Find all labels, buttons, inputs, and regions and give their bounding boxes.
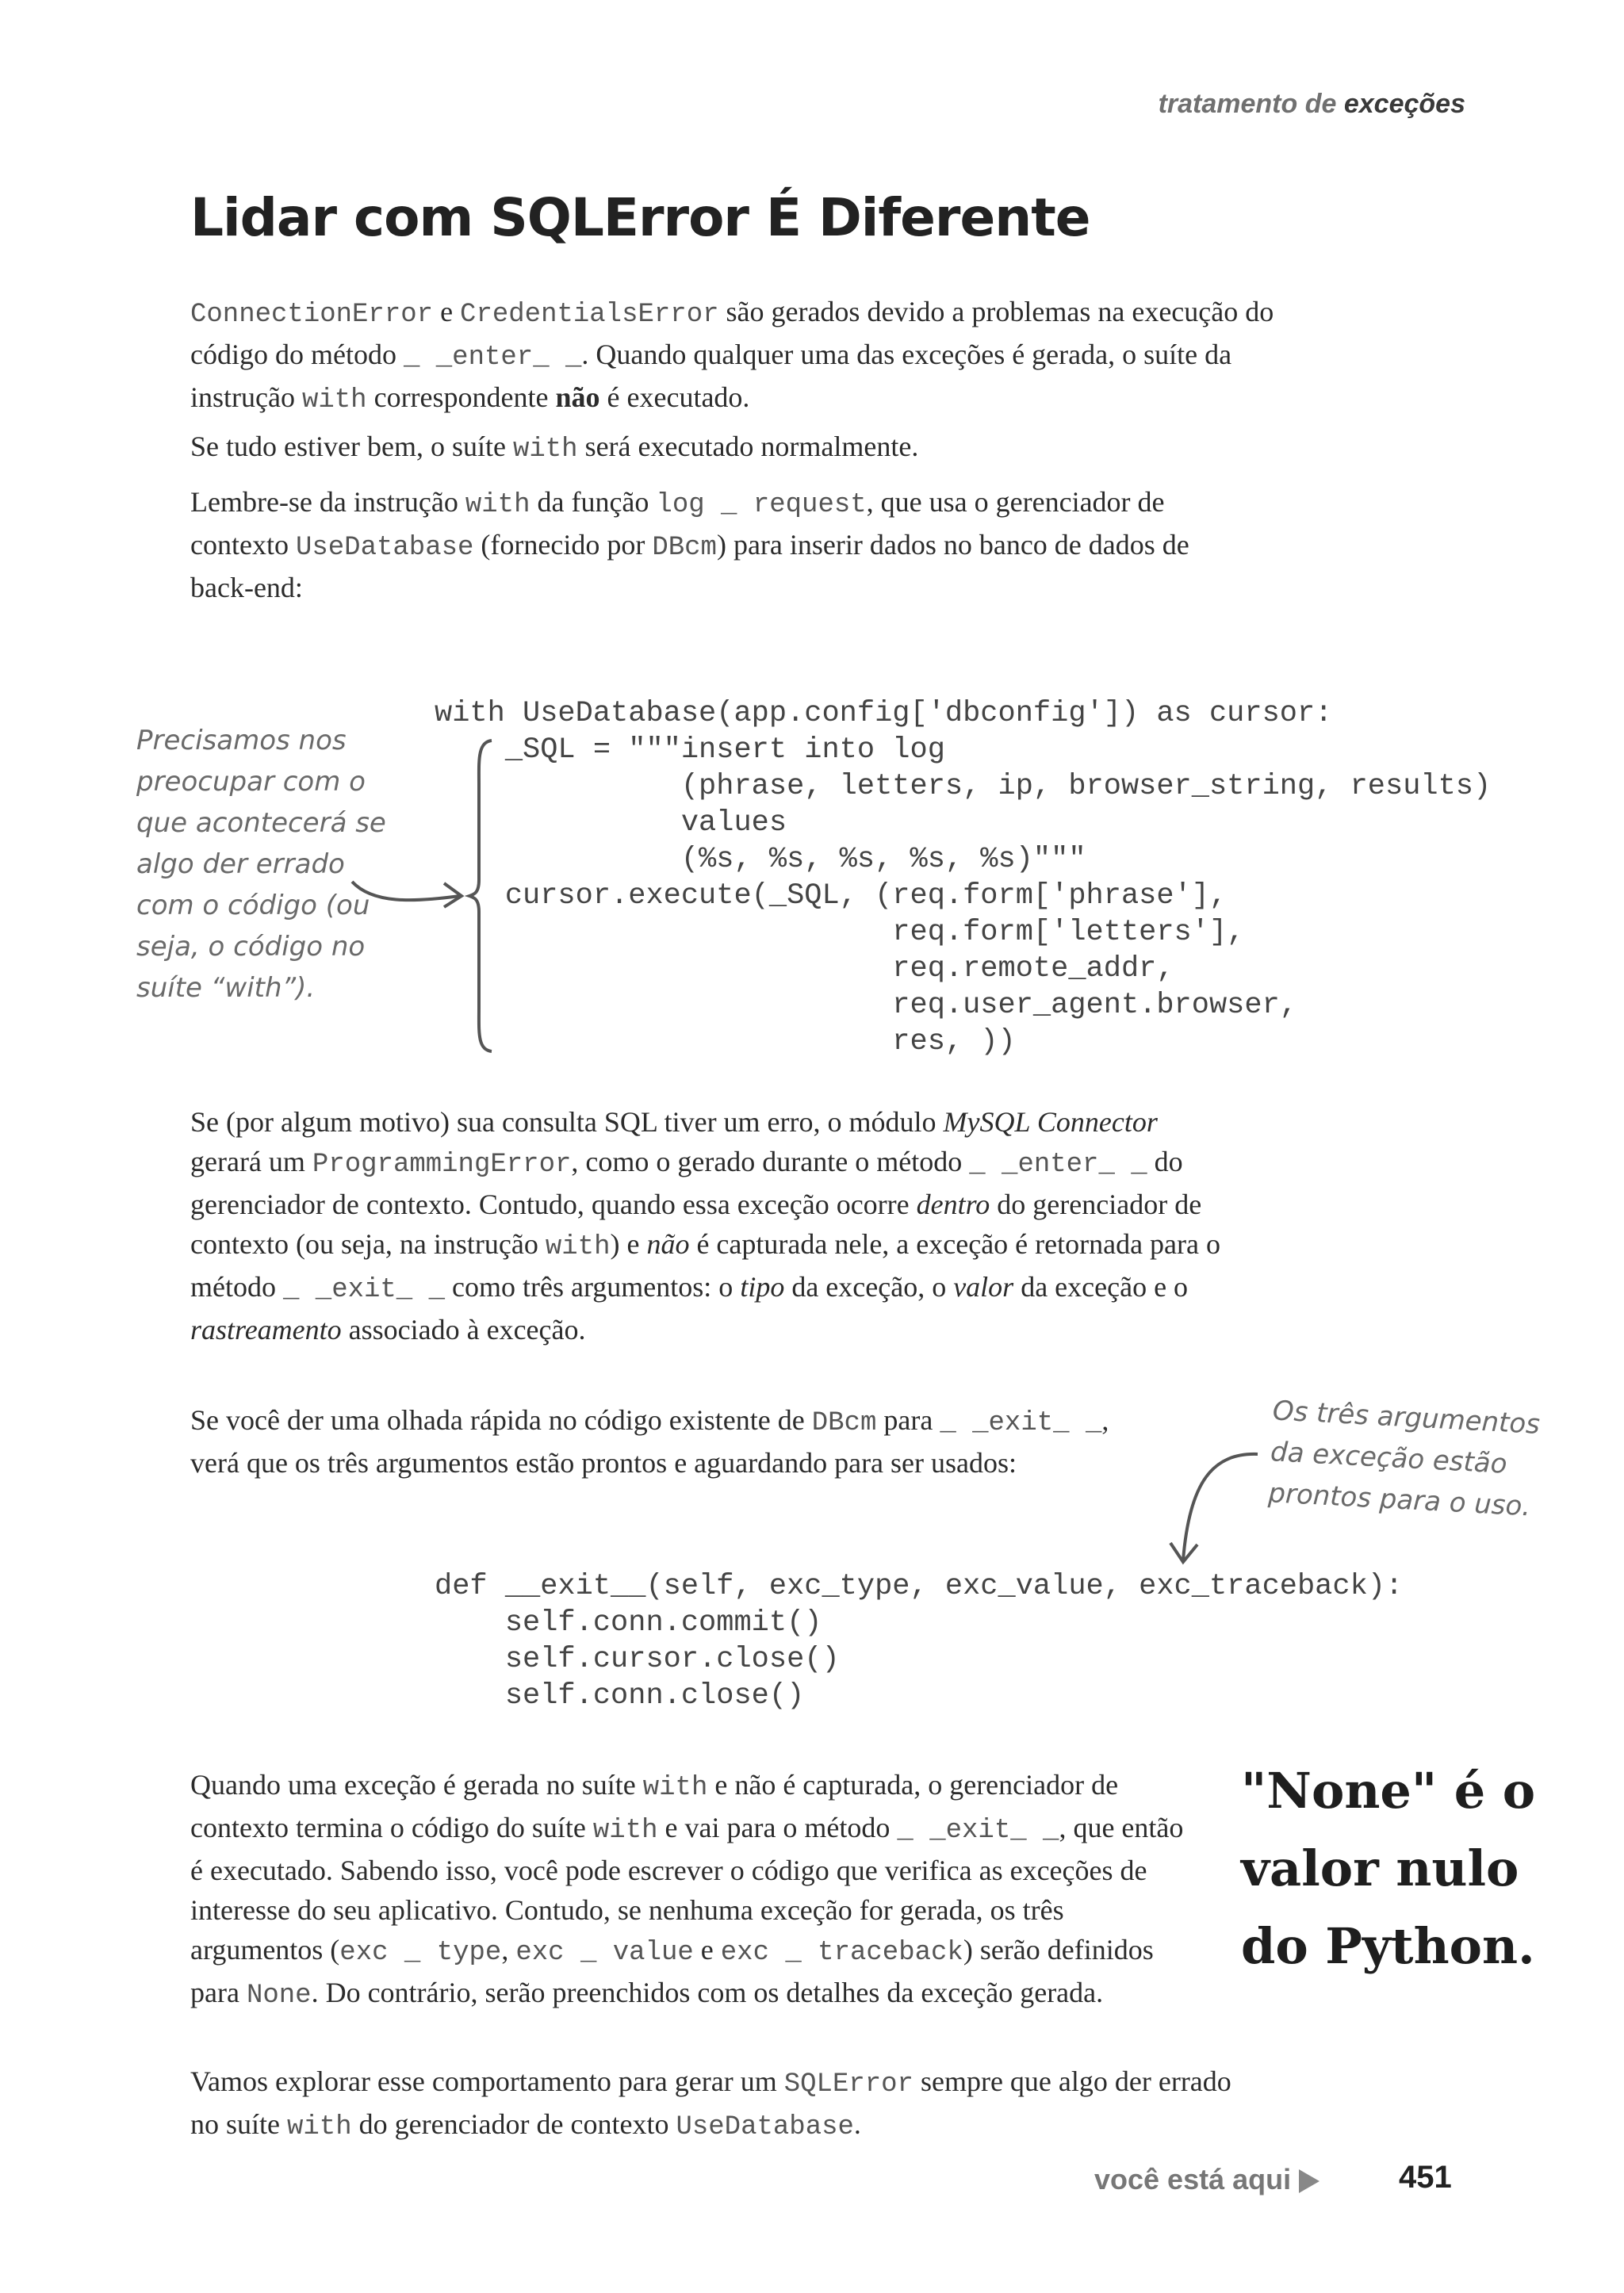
text: e: [693, 1934, 721, 1966]
page-number: 451: [1399, 2160, 1452, 2195]
text: ) para inserir dados no banco de dados de back-end:: [190, 529, 1189, 603]
italic-text: dentro: [916, 1189, 990, 1220]
code-inline: _ _exit_ _: [282, 1275, 446, 1305]
annotation-worry: Precisamos nos preocupar com o que acontecerá se algo der errado com o código (ou seja, o código no suíte “with”).: [136, 725, 386, 1004]
code-inline: with: [642, 1773, 708, 1803]
text: gerará um: [190, 1146, 312, 1177]
text: é capturada nele, a exceção é retornada para o método: [190, 1228, 1221, 1303]
header-emphasis: exceções: [1343, 89, 1465, 119]
header-section: tratamento de: [1158, 89, 1337, 119]
text: do gerenciador de contexto (ou seja, na instrução: [190, 1189, 1202, 1260]
text: , verá que os três argumentos estão prontos e aguardando para ser usados:: [190, 1404, 1109, 1479]
paragraph-exit-args: [190, 1400, 1126, 1483]
text: ,: [501, 1934, 516, 1966]
text: como três argumentos: o: [445, 1271, 741, 1303]
code-inline: with: [592, 1816, 658, 1846]
paragraph-log-request: [190, 482, 1237, 607]
text: associado à exceção.: [341, 1314, 586, 1346]
footer-you-are-here: [1094, 2163, 1320, 2196]
footer-label: você está aqui: [1094, 2163, 1292, 2195]
bold-text: não: [555, 381, 600, 413]
text: da exceção, o: [784, 1271, 954, 1303]
code-block-log-request: with UseDatabase(app.config['dbconfig']) as cursor: _SQL = """insert into log (phrase, letters, ip, browser_string, results) values (%s, %s, %s, %s, %s)""" cursor.execute(_SQL, (req.form['phrase'], req.form['letters'], req.remote_addr, req.user_agent.browser, res, )): [435, 697, 1492, 1058]
code-inline: with: [301, 385, 367, 415]
code-inline: ConnectionError: [190, 300, 434, 330]
code-inline: _ _enter_ _: [969, 1150, 1147, 1180]
italic-text: tipo: [740, 1271, 785, 1303]
code-inline: _ _exit_ _: [940, 1408, 1102, 1438]
text: será executado normalmente.: [577, 431, 919, 462]
text: são gerados devido a problemas na execução do código do método: [190, 296, 1274, 370]
italic-text: valor: [953, 1271, 1014, 1303]
text: sempre que algo der errado no suíte: [190, 2065, 1231, 2140]
code-inline: exc _ type: [339, 1938, 502, 1968]
code-inline: None: [246, 1981, 312, 2011]
text: Se você der uma olhada rápida no código existente de: [190, 1404, 812, 1436]
curly-brace-icon: [468, 737, 500, 1055]
running-header: [1159, 89, 1465, 120]
code-block-exit: def __exit__(self, exc_type, exc_value, exc_traceback): self.conn.commit() self.cursor.close() self.conn.close(): [435, 1570, 1404, 1713]
text: da exceção e o: [1013, 1271, 1189, 1303]
code-inline: _ _enter_ _: [403, 343, 582, 373]
text: . Do contrário, serão preenchidos com os detalhes da exceção gerada.: [311, 1977, 1104, 2008]
text: Se tudo estiver bem, o suíte: [190, 431, 513, 462]
text: .: [853, 2108, 861, 2140]
text: Quando uma exceção é gerada no suíte: [190, 1769, 643, 1801]
arrow-down-icon: [1166, 1449, 1261, 1568]
text: . Quando qualquer uma das exceções é gerada, o suíte da instrução: [190, 339, 1232, 413]
text: (fornecido por: [473, 529, 653, 561]
text: Se (por algum motivo) sua consulta SQL tiver um erro, o módulo: [190, 1106, 944, 1138]
code-inline: SQLError: [783, 2069, 914, 2100]
code-inline: CredentialsError: [460, 300, 719, 330]
text: para: [876, 1404, 940, 1436]
code-inline: UseDatabase: [295, 533, 474, 563]
text: , que usa o gerenciador de contexto: [190, 486, 1165, 561]
text: ) serão definidos para: [190, 1934, 1154, 2008]
code-inline: with: [545, 1232, 611, 1262]
text: e: [433, 296, 461, 327]
text: Lembre-se da instrução: [190, 486, 465, 518]
code-inline: _ _exit_ _: [897, 1816, 1059, 1846]
text: e não é capturada, o gerenciador de contexto termina o código do suíte: [190, 1769, 1119, 1843]
text: , como o gerado durante o método: [571, 1146, 970, 1177]
code-inline: log _ request: [656, 490, 867, 520]
code-inline: with: [512, 434, 578, 465]
text: Vamos explorar esse comportamento para gerar um: [190, 2065, 784, 2097]
triangle-right-icon: [1299, 2169, 1320, 2193]
paragraph-exit-behaviour: [190, 1765, 1197, 2015]
italic-text: não: [646, 1228, 690, 1260]
text: e vai para o método: [657, 1812, 898, 1843]
code-inline: DBcm: [811, 1408, 877, 1438]
code-inline: exc _ value: [515, 1938, 694, 1968]
page-title: Lidar com SQLError É Diferente: [190, 187, 1090, 248]
text: é executado.: [599, 381, 750, 413]
text: ) e: [610, 1228, 647, 1260]
code-inline: with: [465, 490, 530, 520]
paragraph-programming-error: [190, 1102, 1221, 1349]
arrow-right-icon: [349, 872, 468, 920]
text: correspondente: [366, 381, 556, 413]
text: , que então é executado. Sabendo isso, você pode escrever o código que verifica as exceções de interesse do seu aplicativo. Contudo, se nenhuma exceção for gerada, os três argumentos (: [190, 1812, 1184, 1966]
paragraph-errors-enter: [190, 292, 1285, 420]
text: do gerenciador de contexto: [351, 2108, 676, 2140]
paragraph-all-well: [190, 427, 1285, 469]
text: da função: [530, 486, 657, 518]
italic-text: rastreamento: [190, 1314, 342, 1346]
code-inline: UseDatabase: [676, 2112, 854, 2142]
code-inline: exc _ traceback: [720, 1938, 963, 1968]
code-inline: with: [287, 2112, 352, 2142]
code-inline: DBcm: [652, 533, 717, 563]
annotation-three-args: Os três argumentos da exceção estão prontos para o uso.: [1267, 1395, 1541, 1523]
paragraph-explore: [190, 2061, 1237, 2147]
annotation-none-null: "None" é o valor nulo do Python.: [1241, 1762, 1536, 1975]
italic-text: MySQL Connector: [943, 1106, 1158, 1138]
text: do gerenciador de contexto. Contudo, quando essa exceção ocorre: [190, 1146, 1183, 1220]
code-inline: ProgrammingError: [312, 1150, 572, 1180]
